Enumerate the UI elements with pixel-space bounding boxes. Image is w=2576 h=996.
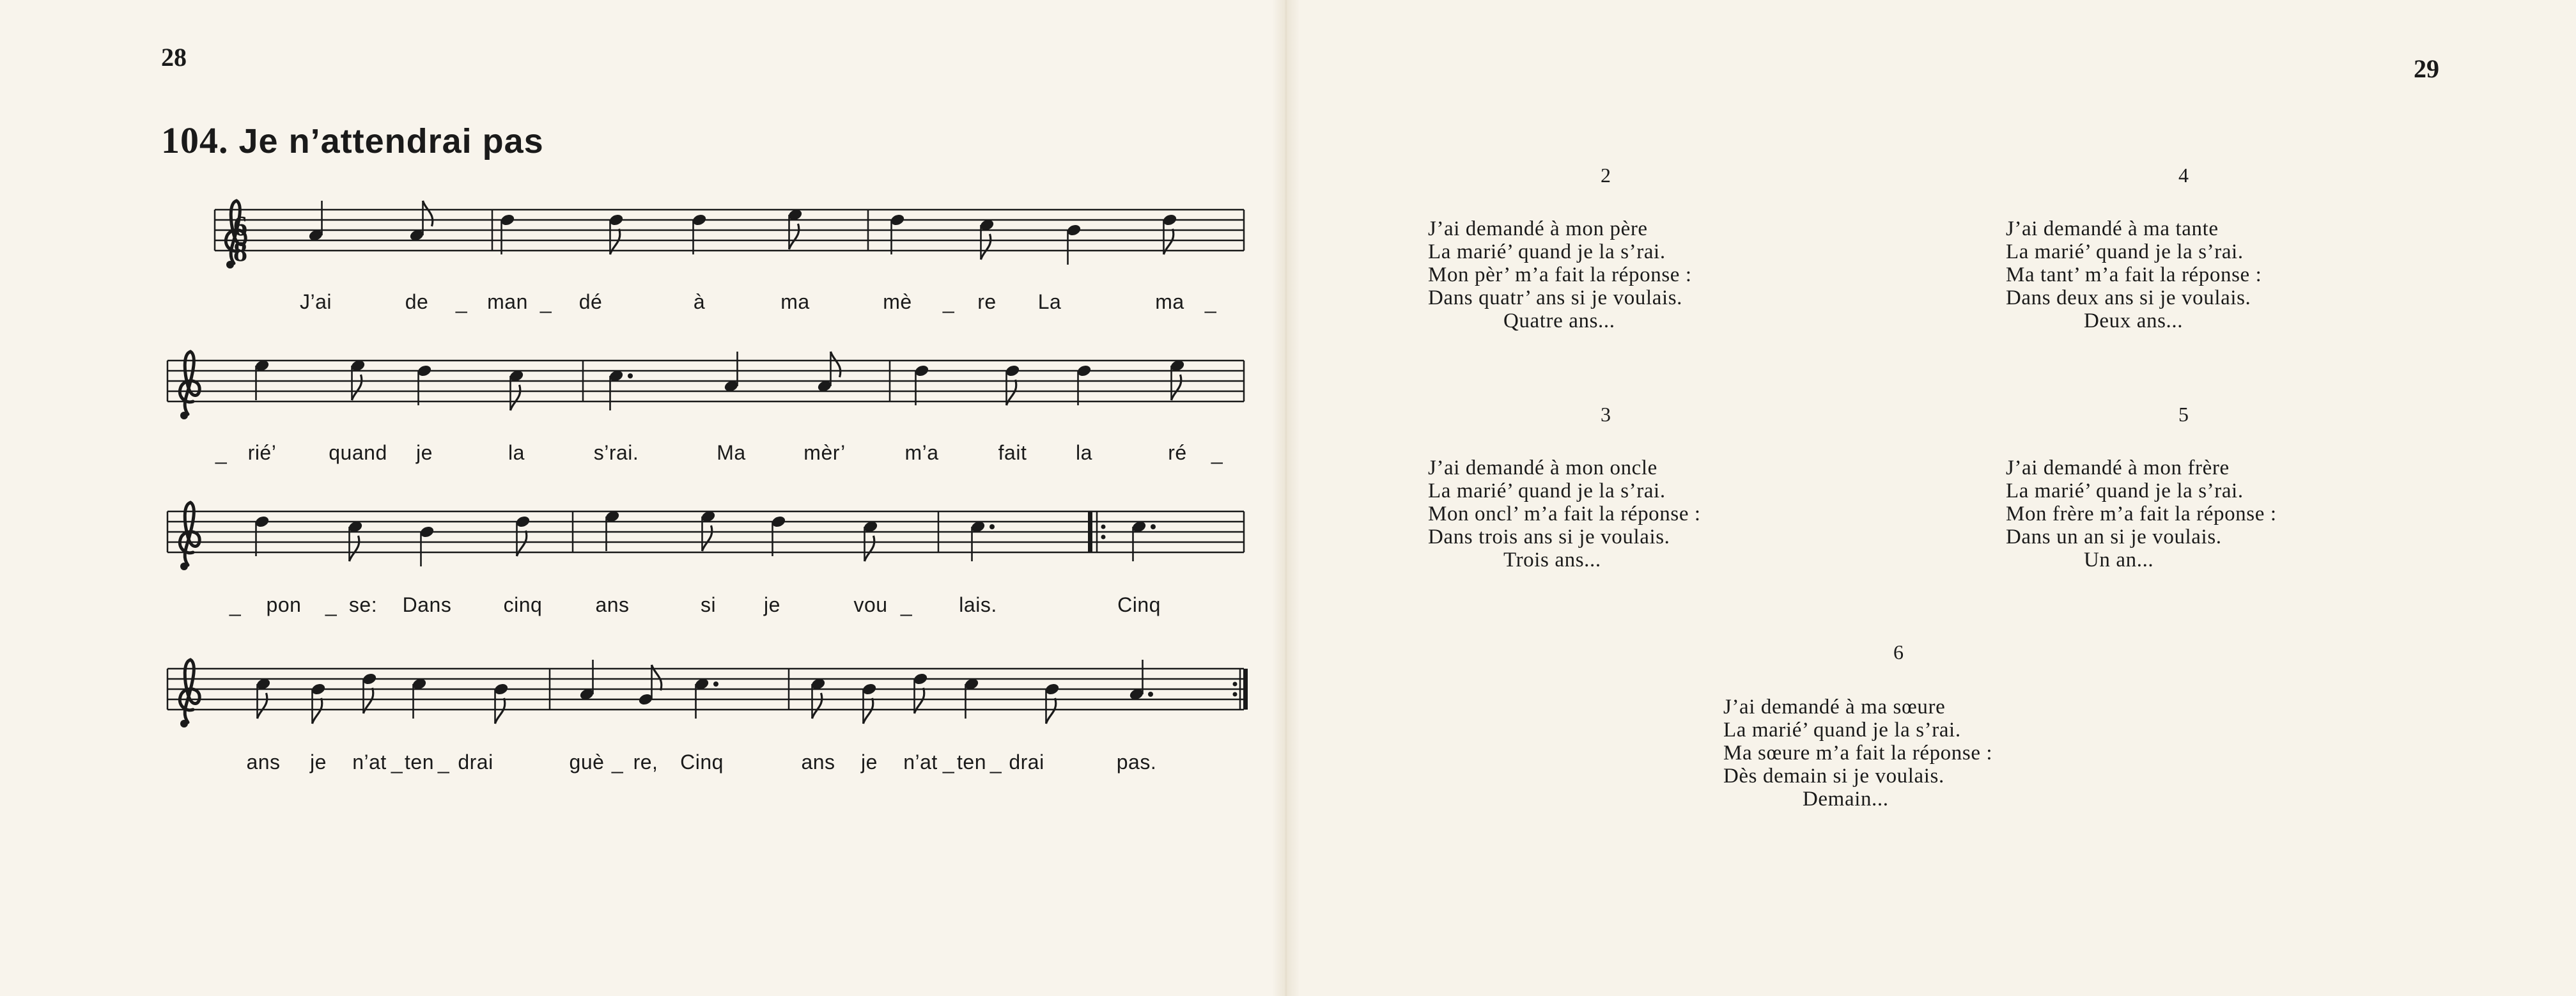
lyric-syllable: se: (348, 593, 378, 616)
song-number: 104. (161, 120, 229, 161)
lyric-syllable: Cinq (1117, 593, 1161, 616)
lyric-syllable: Cinq (680, 751, 724, 774)
lyric-syllable: _ (215, 441, 228, 464)
lyric-syllable: _ (942, 751, 955, 774)
verse-line: La marié’ quand je la s’rai. (1428, 240, 1666, 263)
verse-number: 5 (2178, 403, 2189, 426)
verse-line: Mon frère m’a fait la réponse : (2006, 502, 2277, 525)
verse-line: J’ai demandé à mon frère (2006, 456, 2230, 479)
page-number-right: 29 (2414, 54, 2439, 83)
lyric-syllable: Ma (717, 441, 746, 464)
lyric-syllable: Dans (402, 593, 452, 616)
lyric-syllable: je (310, 751, 327, 774)
lyric-syllable: _ (611, 751, 624, 774)
verse-line: J’ai demandé à mon père (1428, 217, 1648, 240)
verse-line: La marié’ quand je la s’rai. (2006, 240, 2244, 263)
lyric-syllable: drai (458, 751, 493, 774)
lyric-syllable: je (764, 593, 780, 616)
lyric-syllable: ma (1155, 290, 1184, 313)
verse-line: La marié’ quand je la s’rai. (1428, 479, 1666, 502)
verse-5 (2006, 403, 2277, 572)
verse-number: 2 (1601, 164, 1611, 187)
lyric-syllable: je (861, 751, 878, 774)
verse-6 (1723, 641, 1993, 811)
lyric-syllable: ma (780, 290, 810, 313)
verse-line: J’ai demandé à ma tante (2006, 217, 2219, 240)
lyric-syllable: re, (633, 751, 658, 774)
verse-number: 3 (1601, 403, 1611, 426)
lyric-syllable: rié’ (247, 441, 277, 464)
lyric-syllable: ans (801, 751, 835, 774)
verse-4 (2006, 164, 2262, 332)
lyric-syllable: ten (405, 751, 434, 774)
lyric-syllable: pon (266, 593, 302, 616)
verse-line: La marié’ quand je la s’rai. (2006, 479, 2244, 502)
verse-ending: Demain... (1803, 788, 1889, 811)
verse-line: Dans deux ans si je voulais. (2006, 286, 2251, 309)
lyric-syllable: la (1076, 441, 1092, 464)
verse-line: Dès demain si je voulais. (1723, 765, 1944, 788)
lyrics-layer (0, 0, 1286, 996)
lyric-syllable: _ (325, 593, 338, 616)
lyric-syllable: _ (1211, 441, 1223, 464)
verse-line: Mon oncl’ m’a fait la réponse : (1428, 502, 1701, 525)
lyric-syllable: cinq (503, 593, 543, 616)
lyric-syllable: à (693, 290, 706, 313)
verse-ending: Deux ans... (2084, 309, 2184, 332)
lyric-syllable: n’at (352, 751, 387, 774)
lyric-syllable: de (405, 290, 429, 313)
lyric-syllable: ans (595, 593, 630, 616)
verse-number: 4 (2178, 164, 2189, 187)
lyric-syllable: dé (578, 290, 603, 313)
lyric-syllable: guè (569, 751, 605, 774)
lyric-syllable: quand (329, 441, 387, 464)
song-title-text: Je n’attendrai pas (238, 122, 544, 160)
verse-line: Dans trois ans si je voulais. (1428, 525, 1670, 549)
verse-number: 6 (1893, 641, 1904, 664)
lyric-syllable: J’ai (299, 290, 332, 313)
lyric-syllable: _ (391, 751, 403, 774)
lyric-syllable: si (700, 593, 717, 616)
lyric-syllable: n’at (903, 751, 938, 774)
lyric-syllable: _ (229, 593, 242, 616)
lyric-syllable: La (1037, 290, 1062, 313)
verse-line: Dans quatr’ ans si je voulais. (1428, 286, 1683, 309)
lyric-syllable: ans (246, 751, 281, 774)
page-number-left: 28 (161, 43, 187, 72)
lyric-syllable: _ (539, 290, 552, 313)
lyric-syllable: m’a (904, 441, 939, 464)
verse-line: La marié’ quand je la s’rai. (1723, 719, 1961, 742)
verse-line: Ma sœure m’a fait la réponse : (1723, 742, 1993, 765)
verse-line: J’ai demandé à mon oncle (1428, 456, 1657, 479)
lyric-syllable: re (977, 290, 997, 313)
lyric-syllable: _ (989, 751, 1002, 774)
lyric-syllable: drai (1009, 751, 1044, 774)
verse-line: Dans un an si je voulais. (2006, 525, 2222, 549)
lyric-syllable: man (487, 290, 528, 313)
lyric-syllable: lais. (959, 593, 997, 616)
verse-line: Ma tant’ m’a fait la réponse : (2006, 263, 2262, 286)
time-signature-bottom: 8 (233, 236, 247, 267)
verse-3 (1428, 403, 1701, 572)
lyric-syllable: _ (942, 290, 955, 313)
verse-line: J’ai demandé à ma sœure (1723, 696, 1946, 719)
lyric-syllable: mèr’ (803, 441, 846, 464)
verse-ending: Quatre ans... (1503, 309, 1615, 332)
lyric-syllable: _ (455, 290, 468, 313)
verse-ending: Trois ans... (1503, 549, 1601, 572)
lyric-syllable: la (508, 441, 525, 464)
verse-2 (1428, 164, 1692, 332)
lyric-syllable: s’rai. (593, 441, 639, 464)
lyric-syllable: mè (883, 290, 912, 313)
lyric-syllable: fait (998, 441, 1027, 464)
lyric-syllable: pas. (1116, 751, 1157, 774)
lyric-syllable: _ (437, 751, 450, 774)
time-signature-top: 6 (233, 210, 247, 242)
lyric-syllable: ten (957, 751, 986, 774)
lyric-syllable: _ (1204, 290, 1217, 313)
verse-line: Mon pèr’ m’a fait la réponse : (1428, 263, 1692, 286)
verse-ending: Un an... (2084, 549, 2154, 572)
lyric-syllable: vou (853, 593, 888, 616)
lyric-syllable: _ (900, 593, 913, 616)
lyric-syllable: je (416, 441, 433, 464)
lyric-syllable: ré (1168, 441, 1187, 464)
